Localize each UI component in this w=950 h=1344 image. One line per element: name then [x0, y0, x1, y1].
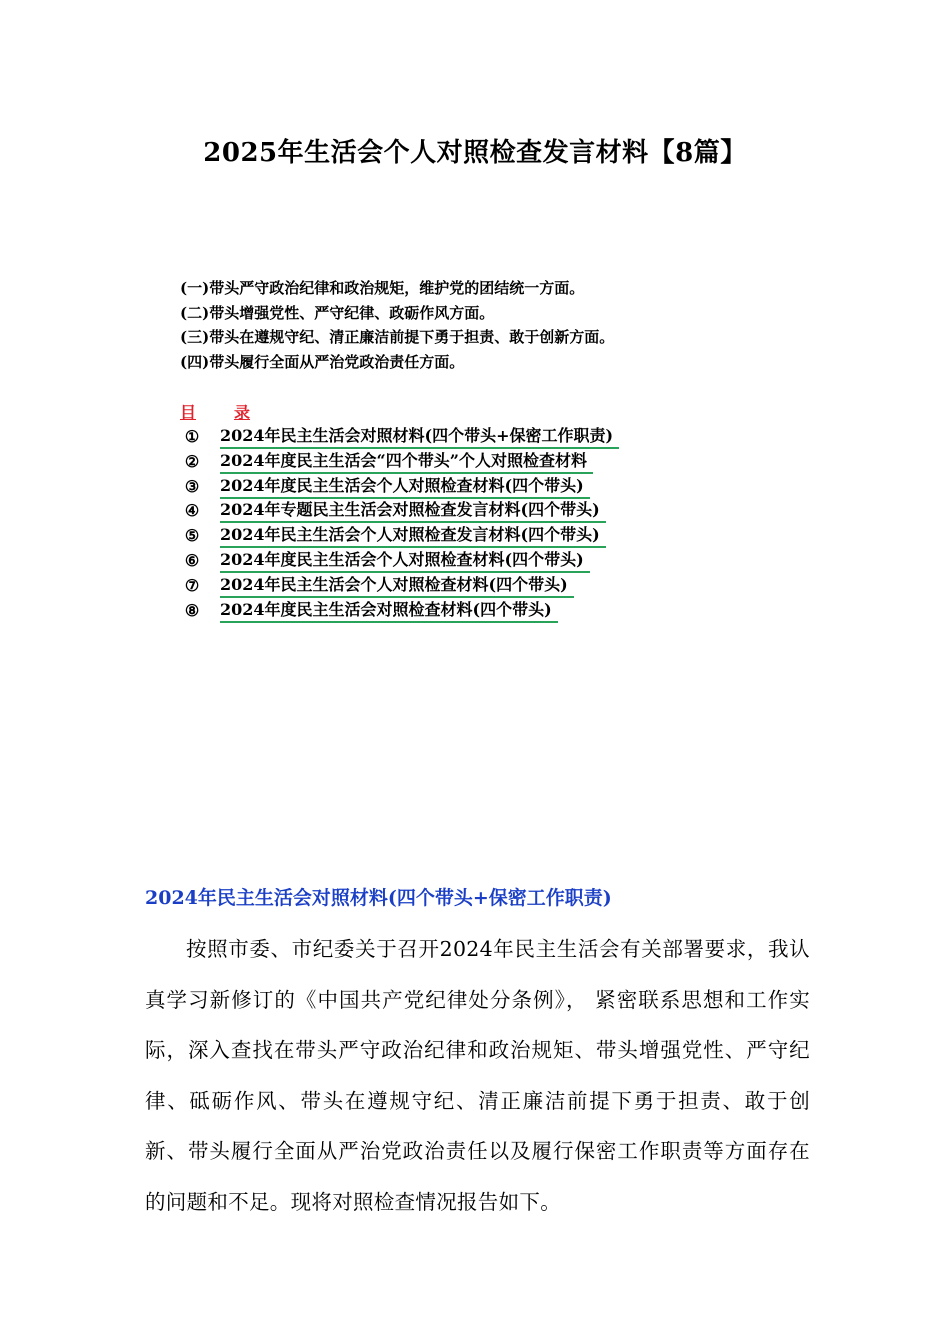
section-paragraph: 按照市委、市纪委关于召开2024年民主生活会有关部署要求，我认真学习新修订的《中国共产党纪律处分条例》， 紧密联系思想和工作实际，深入查找在带头严守政治纪律和政治规矩、带头增强党性、严守纪律、砥砺作风、带头在遵规守纪、清正廉洁前提下勇于担责、敢于创新、带头履行全面从严治党政治责任以及履行保密工作职责等方面存在的问题和不足。现将对照检查情况报告如下。 — [145, 937, 810, 1214]
toc-number: ① — [184, 427, 200, 446]
toc-heading-left: 目 — [180, 403, 197, 422]
toc-link[interactable]: 2024年民主生活会个人对照检查材料(四个带头) — [220, 574, 574, 598]
toc-number: ④ — [184, 501, 200, 521]
toc-number: ⑦ — [184, 575, 200, 595]
aspect-item-3: (三)带头在遵规守纪、清正廉洁前提下勇于担责、敢于创新方面。 — [180, 328, 615, 346]
toc-number: ⑧ — [184, 600, 200, 620]
toc-link[interactable]: 2024年专题民主生活会对照检查发言材料(四个带头) — [220, 499, 606, 523]
toc-link[interactable]: 2024年度民主生活会个人对照检查材料(四个带头) — [220, 475, 590, 499]
toc-link[interactable]: 2024年民主生活会个人对照检查发言材料(四个带头) — [220, 524, 606, 548]
section-title: 2024年民主生活会对照材料(四个带头+保密工作职责) — [145, 887, 612, 909]
toc-number: ⑤ — [184, 526, 200, 546]
aspect-item-2: (二)带头增强党性、严守纪律、政砺作风方面。 — [180, 303, 495, 322]
toc-number: ② — [184, 451, 200, 471]
toc-number: ③ — [184, 476, 200, 496]
aspect-item-4: (四)带头履行全面从严治党政治责任方面。 — [180, 352, 465, 371]
document-title: 2025年生活会个人对照检查发言材料【8篇】 — [203, 138, 747, 168]
toc-heading — [180, 400, 250, 423]
toc-link[interactable]: 2024年度民主生活会个人对照检查材料(四个带头) — [220, 549, 590, 573]
aspects-list — [180, 276, 614, 374]
toc-heading-right: 录 — [234, 403, 251, 422]
toc-link[interactable]: 2024年度民主生活会“四个带头”个人对照检查材料 — [220, 450, 593, 474]
aspect-item-1: (一)带头严守政治纪律和政治规矩，维护党的团结统一方面。 — [180, 279, 585, 297]
toc-link[interactable]: 2024年度民主生活会对照检查材料(四个带头) — [220, 599, 558, 623]
toc-link[interactable]: 2024年民主生活会对照材料(四个带头+保密工作职责) — [220, 425, 619, 449]
toc-number: ⑥ — [184, 550, 200, 570]
